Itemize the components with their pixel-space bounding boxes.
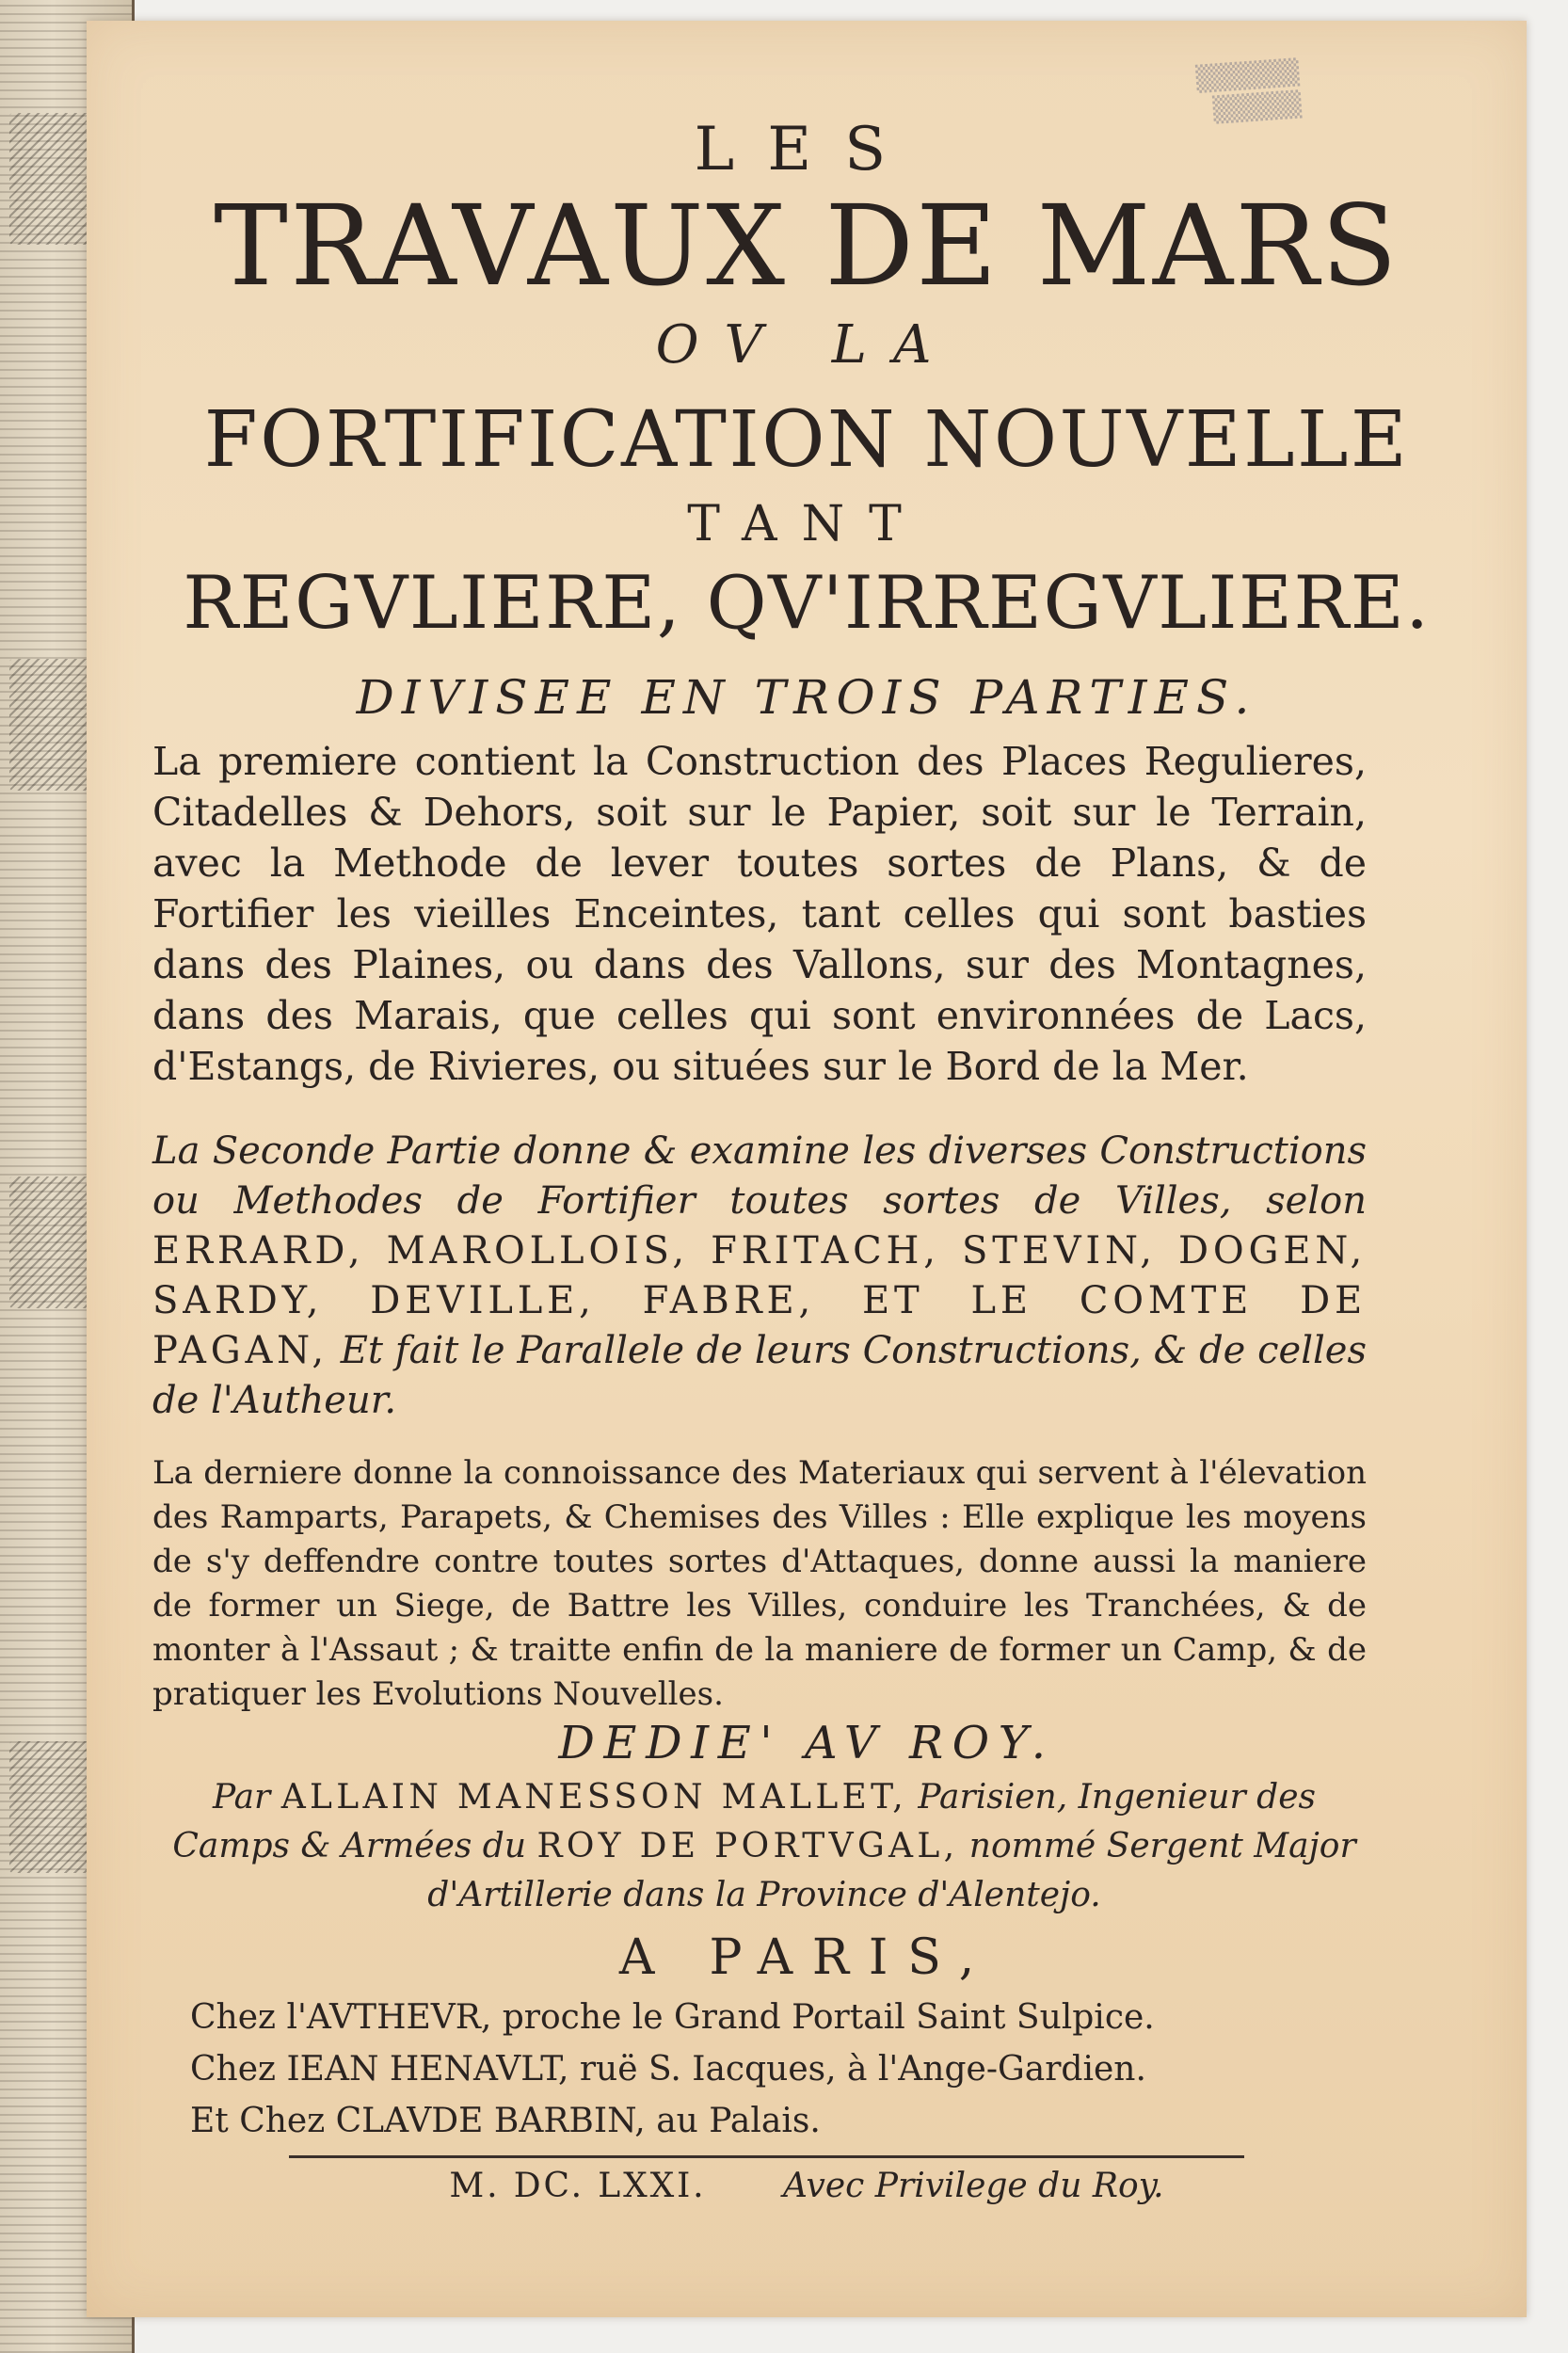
library-stamp: ▒▒▒▒▒▒▒ ▒▒▒▒▒▒ bbox=[1195, 58, 1304, 125]
title-tant: TANT bbox=[687, 496, 926, 552]
paragraph-first-part: La premiere contient la Construction des Places Regulieres, Citadelles & Dehors, soit sur le Papier, soit sur le Terrain, avec la Methode de lever toutes sortes de Plans, & de Fortifier les vieilles Enceintes, tant celles qui sont basties dans des Plaines, ou dans des Vallons, sur des Montagnes, dans des Marais, que celles qui sont environnées de Lacs, d'Estangs, de Rivieres, ou situées sur le Bord de la Mer. bbox=[152, 739, 1367, 1089]
imprint-year: M. DC. LXXI. bbox=[449, 2167, 707, 2205]
imprint-line-1: Chez l'AVTHEVR, proche le Grand Portail Saint Sulpice. bbox=[190, 1998, 1155, 2037]
byline-par: Par bbox=[212, 1778, 271, 1817]
author-title-2: nommé Sergent Major d'Artillerie dans la Province d'Alentejo. bbox=[427, 1827, 1356, 1914]
author-title-1: Parisien, Ingenieur des Camps & Armées du bbox=[172, 1778, 1316, 1865]
title-fortification-nouvelle: FORTIFICATION NOUVELLE bbox=[203, 395, 1410, 485]
dedication: DEDIE' AV ROY. bbox=[558, 1717, 1055, 1769]
title-travaux-de-mars: TRAVAUX DE MARS bbox=[214, 181, 1400, 311]
title-divisee: DIVISEE EN TROIS PARTIES. bbox=[356, 670, 1257, 725]
imprint-privilege: Avec Privilege du Roy. bbox=[782, 2167, 1164, 2205]
title-les: LES bbox=[694, 115, 920, 184]
second-part-intro: La Seconde Partie donne & examine les diverses Constructions ou Methodes de Fortifier toutes sortes de Villes, selon bbox=[152, 1129, 1367, 1223]
author-king: ROY DE PORTVGAL, bbox=[536, 1827, 959, 1865]
paragraph-third-part: La derniere donne la connoissance des Materiaux qui servent à l'élevation des Ramparts, Parapets, & Chemises des Villes : Elle explique les moyens de s'y deffendre contre toutes sortes d'Attaques, donne aussi la maniere de former un Siege, de Battre les Villes, conduire les Tranchées, & de monter à l'Assaut ; & traitte enfin de la maniere de former un Camp, & de pratiquer les Evolutions Nouvelles. bbox=[152, 1454, 1367, 1713]
imprint-rule bbox=[289, 2155, 1244, 2158]
imprint-city: A PARIS, bbox=[618, 1929, 995, 1986]
second-part-end: Et fait le Parallele de leurs Constructions, & de celles de l'Autheur. bbox=[152, 1329, 1367, 1422]
imprint-line-2: Chez IEAN HENAVLT, ruë S. Iacques, à l'Ange-Gardien. bbox=[190, 2050, 1146, 2089]
title-ou-la: OV LA bbox=[655, 314, 958, 376]
imprint-year-line bbox=[87, 2167, 1527, 2205]
author-byline bbox=[171, 1773, 1357, 1920]
title-reguliere: REGVLIERE, QV'IRREGVLIERE. bbox=[183, 561, 1431, 646]
imprint-line-3: Et Chez CLAVDE BARBIN, au Palais. bbox=[190, 2102, 821, 2140]
title-page bbox=[87, 21, 1527, 2317]
author-name: ALLAIN MANESSON MALLET, bbox=[280, 1778, 907, 1817]
second-part-authors: ERRARD, MAROLLOIS, FRITACH, STEVIN, DOGEN, SARDY, DEVILLE, FABRE, ET LE COMTE DE PAGAN, bbox=[152, 1229, 1367, 1372]
paragraph-second-part bbox=[152, 1127, 1367, 1426]
